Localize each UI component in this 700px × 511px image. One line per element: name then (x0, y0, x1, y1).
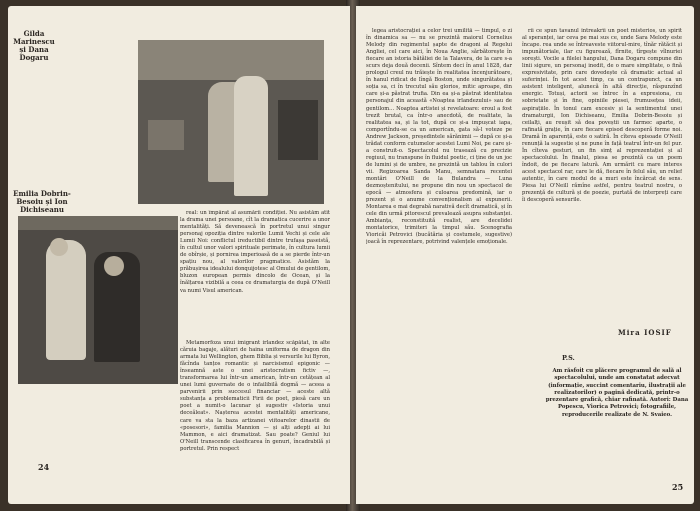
page-number-left: 24 (38, 462, 50, 472)
ps-text: Am răsfoit cu plăcere programul de sală al spectacolului, unde am constatat adecvat (informație, succint comentariu, ilustrații ale realizatorilor) o pagină dedicată, printr-o prezentare grafică, chiar rafinată. Autori: Dana Popescu, Viorica Petrovici; fotografiile, reproducerile realizate de N. Svaieo. (545, 368, 689, 418)
photo-top (138, 40, 324, 204)
left-page (8, 6, 350, 504)
photo-caption-top: Gilda Marinescu și Dana Dogaru (13, 29, 55, 62)
right-page (356, 6, 694, 504)
page-number-right: 25 (672, 482, 684, 492)
left-column-paragraph: real: un împărat al asumării condiției. Nu asistăm atît la drama unei persoane, cît la dramatica cucerire a unor mentalități. Să devenească în portretul unui singur personaj opoziția dintre valorile Lumii Vechi și cele ale Lumii Noi: conflictul ireductibil dintre trufașa paseistă, în cultul unor valori spirituale perimate, în cultura lumii de obîrșie, și pornirea imperioasă de a se pierde într-un spațiu nou, al valorilor pragmatice. Asistăm la prăbușirea idealului donquijotesc al Omului de gentilom, bluzon european permis dincolo de Ocean, și la înălțarea vizibilă a ceea ce dramaturgia de după O'Neill va numi Visul american. (180, 210, 330, 294)
right-column-1 (366, 28, 512, 496)
right-column-2-paragraph: rii ce spun tavanul întreakrîi un poet misterios, un spirit al speranței, iar ceva pe mai sus ce, unde Sara Melody este încape. rea unde se întreaveste viitorul-mire, tînăr rătăcit și impunătoriale, ilar cu figurează, fîrnite, tîrgește vîlnuriei sorești. Vocile a filelei hanpului, Dana Dogaru compune din linii sigure, un personaj inedit, de o mare simplitate, o fină expresivitate, prin care dovedește că dramatic actual al suferinței. În tot acest timp, ca un contrapunct, ca un asistent inteligent, alunecă în altă direcție, răspunzînd energic. Totuși, actorii se întrec în a expresiona, cu sobrietate și în fine, opiniile piesei, frumusețea ideii, aspirațiile. În tonul cam excesiv și la sentimentul unei dramaturgii, Ion Dichiseanu, Emilia Dobrin-Besoiu și ceilalți, au reușit să dea poveștii un farmec aparte, o rafinată grație, în care fiecare episod descoperă forme noi. Dramă în aparență, este o satiră. În cîteva episoade O'Neill renunță la sugestie și ne pune în față teatrul într-un fel pur. În cîteva gesturi, un fin simț al reprezentației și al spectacolului. În finalul, piesa se prezintă ca un poem îndoit, de pe fiecare latură. Am urmărit cu mare interes acest spectacol rar, care le dă, fiecare în felul său, un relief autentic, în care modul de a muri este încărcat de sens. Piesa lui O'Neill rămîne astfel, pentru teatrul nostru, o prezență de cultură și de poezie, purtată de interpreți care îi descoperă sensurile. (522, 28, 682, 204)
photo-left (18, 216, 178, 384)
ps-label: P.S. (562, 354, 575, 362)
right-column-2 (522, 28, 682, 328)
left-bottom-paragraph: Metamorfoza unui imigrant irlandez scăpătat, în alte căruia bagaje, alături de haina uniforma de dragon din armata lui Wellington, ghem Biblia și versurile lui Byron, făcînda tanțos romantic și narcisismul epigonic — înseamnă aste o unei aristocratism fictiv —, transformarea lui într-un american, într-un cetățean al unei lumi guvernate de o infailibilă dogmă — aceea a parvenirii prin succesul financiar — aceste altă substanța a problematicii Firii de poet, piesă care un poet a numit-o lacunar și sugestiv «Istoria unui deceăleat». Nașterea acestei mentalități americane, care va sta la baza artizanei viitoarelor dinastii de «posesori», familia Mannion — și alți adepți ai lui Mammon, e aici dramatizat. Sau poate? Geniul lui O'Neill transcende clasificarea în genuri, încadrabilă și portretul. Prin respect (180, 340, 330, 452)
right-column-1-paragraph: legea aristocrației a celor trei umilită — timpul, o zi în dinamica sa — nu se prezintă maiorul Cornelius Melody din regimentul șapte de dragoni al Regelui Angliei, cel care aici, în Noua Anglie, sărbătorește în fiecare an istoria bătăliei de la Talavera, de la care s-a scurs deja două decenii. Sîntem deci în anul 1828, dar prologul creul nu trăiește în realitatea încenjurătoare, în hanul ridicat de lîngă Boston, unde singurătatea și soția sa, ci în trecutul său glorios, mitic aproape, din care și-a păstrat trufia. Din ea și-a păstrat identitatea personajul din această «Noaptea irlandezului» sau de gentilom... Noaptea artistei și revelatoare: eroul a fost trezit brutal, ca într-o anecdotă, de realitate, la realitatea sa, și la tot, după ce și-a impușcat iapa, comportîndu-se ca un american, gata să-l voteze pe Andrew Jackson, președintele sărănimii — după ce și-a trădat conform cutumelor acestei Lumi Noi, pe care și-a construit-o. Spectacolul nu trasează cu precizie regiuul, nu transpune în fluidul poetic, ci ține de un joc de lumini și de umbre, ne prezintă un tablou în culori vii. Regizoarea Sanda Manu, semnatara recentei montări O'Neill de la Bulandra — Luna dezmoștenitului, ne propune din nou un spectacol de epocă — atmosfera și culoarea predomină, iar o prezent și o anume convenționalism al expunerii. Montarea e mai degrabă narativă decît dramatică, și în cele din urmă pitorescul prevalează asupra substanței. Ambianța, reconstituită realist, are decelidei montatorice, trimiteri la timpul său. Scenografia Vioricăi Petrovici (bucătăria și costumele, sugestive) joacă în reprezentare, potrivind valențele emoționale. (366, 28, 512, 246)
left-bottom-text (180, 340, 330, 468)
photo-caption-middle: Emilia Dobrin-Besoiu și Ion Dichiseanu (13, 189, 71, 214)
article-author: Mira IOSIF (618, 328, 672, 337)
left-column-text (180, 210, 330, 340)
